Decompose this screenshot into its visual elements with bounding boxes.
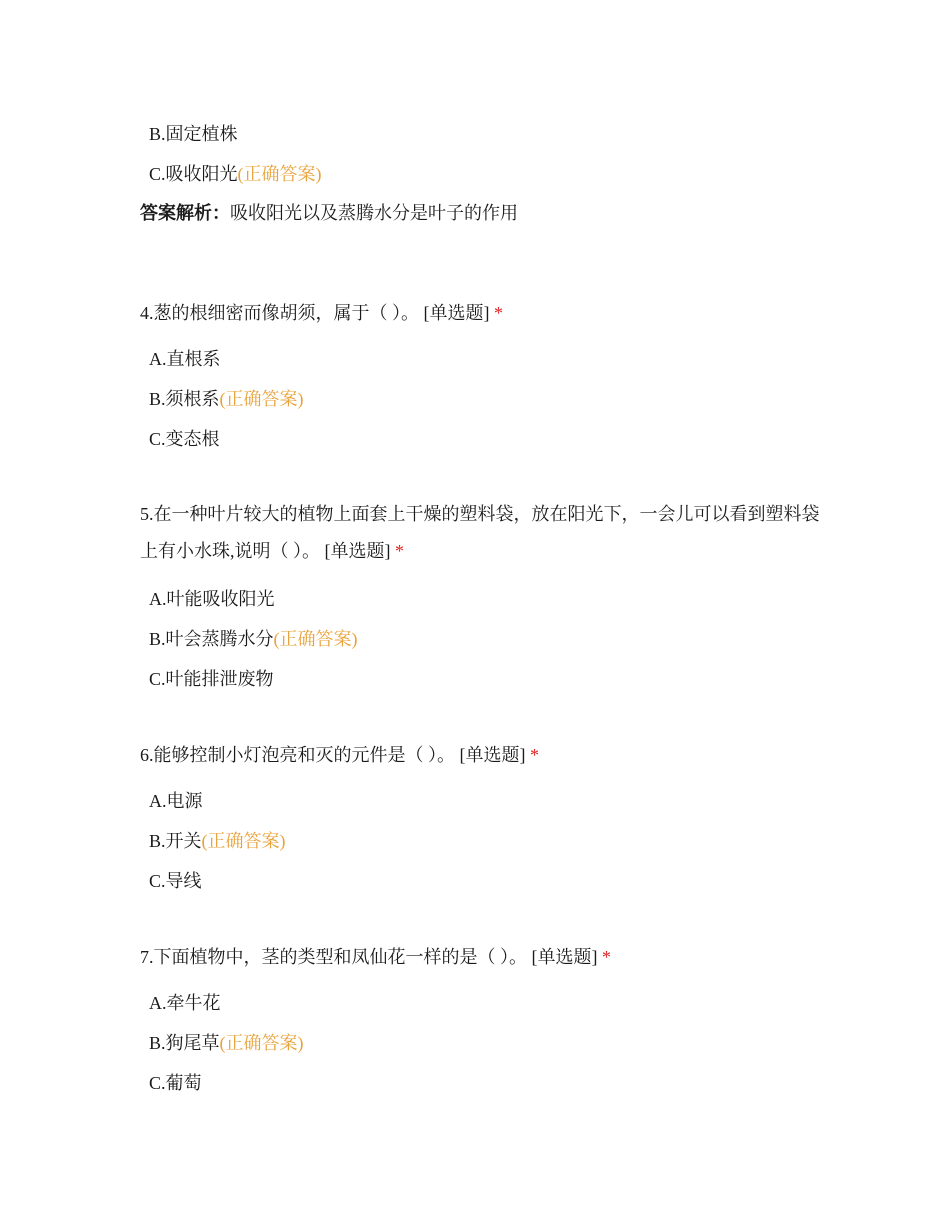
question-type: [单选题] [423,303,490,323]
q4-title [140,301,503,325]
analysis-label: 答案解析： [140,203,230,223]
question-text: 5.在一种叶片较大的植物上面套上干燥的塑料袋，放在阳光下，一会儿可以看到塑料袋上有小水珠,说明（ ）。 [140,504,820,561]
option-text: 变态根 [165,429,220,449]
option-letter: A. [149,349,167,369]
option-letter: C. [149,429,166,449]
question-text: 4.葱的根细密而像胡须，属于（ ）。 [140,303,424,323]
option-text: 叶能吸收阳光 [166,589,275,609]
q3-analysis [140,201,518,225]
option-letter: C. [149,1073,166,1093]
option-letter: B. [149,1033,166,1053]
option-text: 狗尾草 [165,1033,220,1053]
correct-answer-tag: (正确答案) [273,629,358,649]
q3-option-c [149,162,322,186]
option-text: 须根系 [165,389,220,409]
option-text: 吸收阳光 [165,164,238,184]
option-letter: C. [149,669,166,689]
correct-answer-tag: (正确答案) [219,1033,304,1053]
q6-option-a [149,789,203,813]
q3-option-b [149,122,238,146]
q7-option-b [149,1031,304,1055]
q5-title [140,496,820,570]
question-type: [单选题] [531,947,598,967]
q7-option-a [149,991,221,1015]
q4-option-a [149,347,221,371]
option-text: 牵牛花 [166,993,221,1013]
correct-answer-tag: (正确答案) [201,831,286,851]
correct-answer-tag: (正确答案) [219,389,304,409]
option-text: 开关 [165,831,202,851]
q6-option-b [149,829,286,853]
option-text: 叶能排泄废物 [165,669,274,689]
option-letter: B. [149,124,166,144]
option-letter: C. [149,164,166,184]
option-letter: B. [149,629,166,649]
q4-option-b [149,387,304,411]
question-type: [单选题] [459,745,526,765]
option-text: 固定植株 [165,124,238,144]
q6-title [140,743,539,767]
required-marker: * [597,947,611,967]
question-text: 6.能够控制小灯泡亮和灭的元件是（ ）。 [140,745,460,765]
correct-answer-tag: (正确答案) [237,164,322,184]
q5-option-c [149,667,274,691]
option-letter: A. [149,589,167,609]
option-letter: B. [149,831,166,851]
required-marker: * [390,541,404,561]
option-letter: B. [149,389,166,409]
q6-option-c [149,869,202,893]
question-text: 7.下面植物中，茎的类型和凤仙花一样的是（ ）。 [140,947,532,967]
q5-option-a [149,587,275,611]
required-marker: * [525,745,539,765]
option-letter: C. [149,871,166,891]
option-text: 叶会蒸腾水分 [165,629,274,649]
option-text: 葡萄 [165,1073,202,1093]
option-text: 导线 [165,871,202,891]
question-type: [单选题] [324,541,391,561]
q5-option-b [149,627,358,651]
q4-option-c [149,427,220,451]
option-text: 直根系 [166,349,221,369]
option-letter: A. [149,993,167,1013]
required-marker: * [489,303,503,323]
option-text: 电源 [166,791,203,811]
analysis-text: 吸收阳光以及蒸腾水分是叶子的作用 [230,203,518,223]
q7-title [140,945,611,969]
q7-option-c [149,1071,202,1095]
option-letter: A. [149,791,167,811]
